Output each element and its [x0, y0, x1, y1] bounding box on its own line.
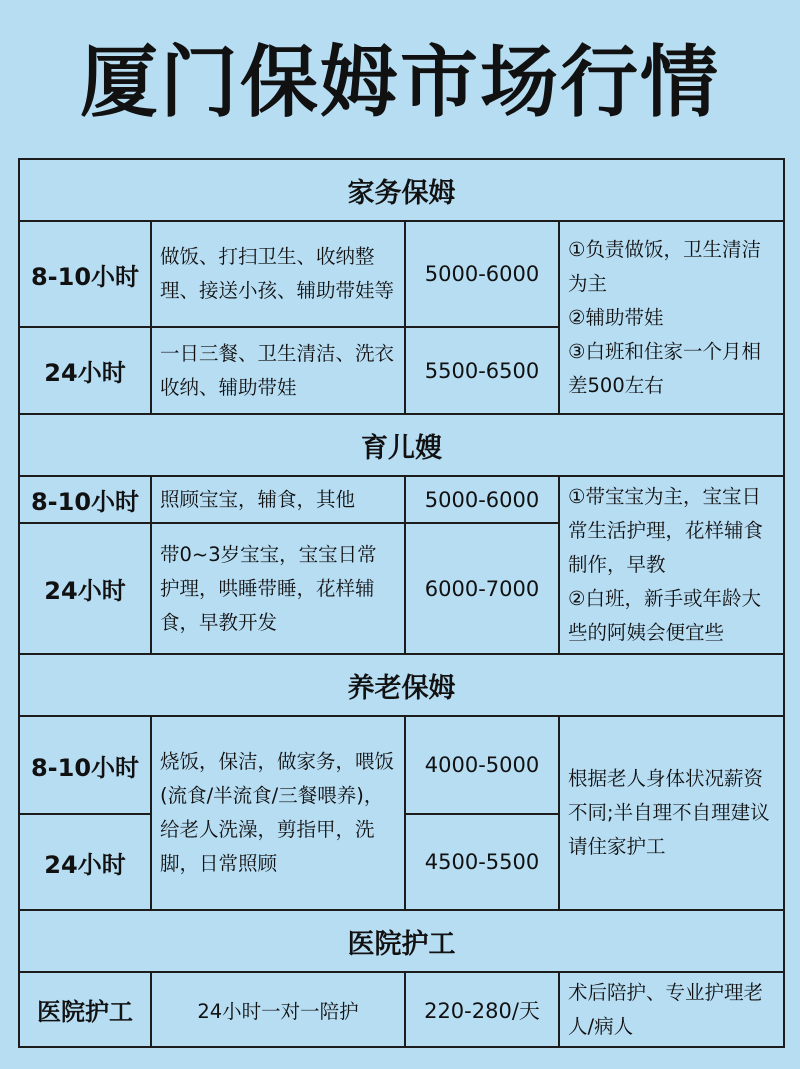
hours-cell: 24小时 [19, 814, 151, 910]
duties-cell: 24小时一对一陪护 [151, 972, 405, 1047]
salary-cell: 4500-5500 [405, 814, 559, 910]
section-header-housekeeping [19, 159, 784, 221]
duties-cell: 一日三餐、卫生清洁、洗衣收纳、辅助带娃 [151, 327, 405, 414]
salary-cell: 6000-7000 [405, 523, 559, 654]
salary-cell: 5000-6000 [405, 476, 559, 523]
table-row [19, 716, 784, 814]
table-row [19, 972, 784, 1047]
section-title: 家务保姆 [19, 159, 784, 221]
section-title: 养老保姆 [19, 654, 784, 716]
price-table [18, 158, 785, 1048]
note-cell: 根据老人身体状况薪资不同;半自理不自理建议请住家护工 [559, 716, 784, 910]
table-row [19, 221, 784, 327]
duties-cell: 烧饭，保洁，做家务，喂饭(流食/半流食/三餐喂养)，给老人洗澡，剪指甲，洗脚，日常照顾 [151, 716, 405, 910]
section-title: 医院护工 [19, 910, 784, 972]
hours-cell: 8-10小时 [19, 221, 151, 327]
section-title: 育儿嫂 [19, 414, 784, 476]
section-header-nanny [19, 414, 784, 476]
salary-cell: 5000-6000 [405, 221, 559, 327]
page-title: 厦门保姆市场行情 [79, 38, 720, 128]
salary-cell: 5500-6500 [405, 327, 559, 414]
section-header-hospital-caregiver [19, 910, 784, 972]
label-cell: 医院护工 [19, 972, 151, 1047]
duties-cell: 带0~3岁宝宝，宝宝日常护理，哄睡带睡，花样辅食，早教开发 [151, 523, 405, 654]
duties-cell: 照顾宝宝，辅食，其他 [151, 476, 405, 523]
hours-cell: 24小时 [19, 327, 151, 414]
note-cell: ①带宝宝为主，宝宝日常生活护理，花样辅食制作，早教 ②白班，新手或年龄大些的阿姨会便宜些 [559, 476, 784, 654]
section-header-elderly-care [19, 654, 784, 716]
hours-cell: 24小时 [19, 523, 151, 654]
salary-cell: 220-280/天 [405, 972, 559, 1047]
salary-cell: 4000-5000 [405, 716, 559, 814]
hours-cell: 8-10小时 [19, 476, 151, 523]
hours-cell: 8-10小时 [19, 716, 151, 814]
duties-cell: 做饭、打扫卫生、收纳整理、接送小孩、辅助带娃等 [151, 221, 405, 327]
note-cell: 术后陪护、专业护理老人/病人 [559, 972, 784, 1047]
table-row [19, 476, 784, 523]
note-cell: ①负责做饭，卫生清洁为主 ②辅助带娃 ③白班和住家一个月相差500左右 [559, 221, 784, 414]
